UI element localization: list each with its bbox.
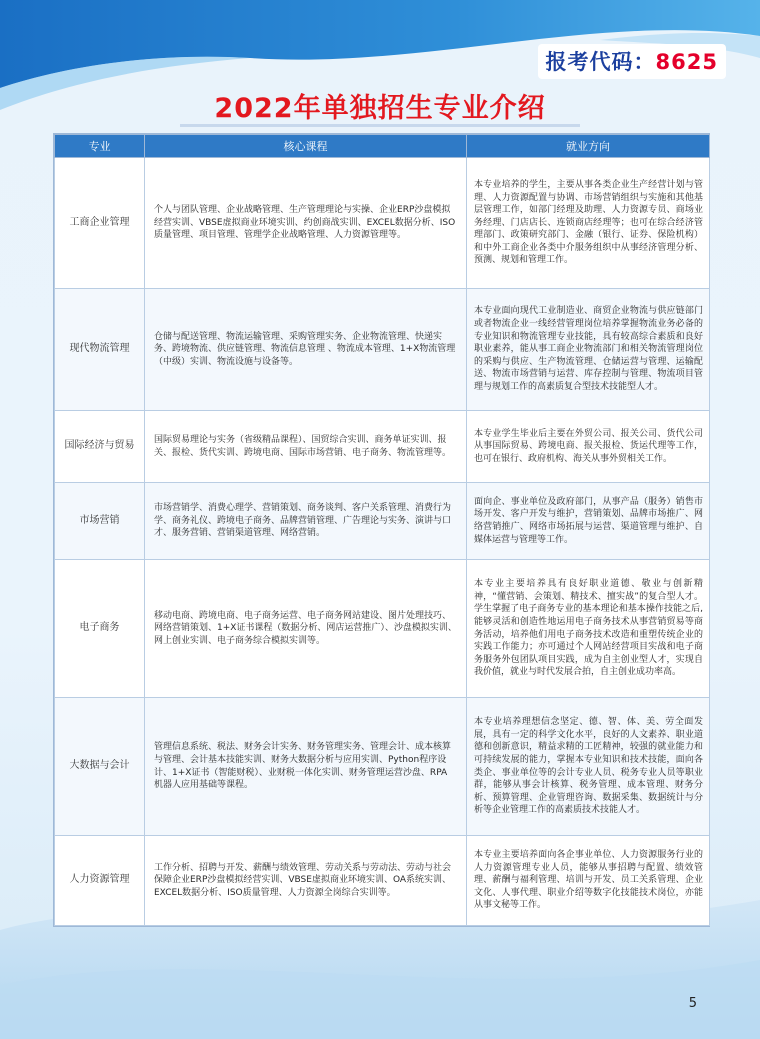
page-title: 2022年单独招生专业介绍 [214, 93, 546, 124]
major-name: 电子商务 [55, 560, 145, 698]
table-row [55, 560, 710, 698]
core-courses: 移动电商、跨境电商、电子商务运营、电子商务网站建设、图片处理技巧、网络营销策划、1+X证书课程（数据分析、网店运营推广）、沙盘模拟实训、网上创业实训、电子商务综合模拟实训等。 [145, 560, 467, 698]
table-row [55, 836, 710, 926]
core-courses: 个人与团队管理、企业战略管理、生产管理理论与实操、企业ERP沙盘模拟经营实训、VBSE虚拟商业环境实训、约创商战实训、EXCEL数据分析、ISO质量管理、项目管理、管理学企业战略管理、人力资源管理等。 [145, 158, 467, 289]
core-courses: 国际贸易理论与实务（省级精品课程）、国贸综合实训、商务单证实训、报关、报检、货代实训、跨境电商、国际市场营销、电子商务、物流管理等。 [145, 411, 467, 483]
career-direction: 本专业培养理想信念坚定、德、智、体、美、劳全面发展，具有一定的科学文化水平，良好的人文素养、职业道德和创新意识，精益求精的工匠精神，较强的就业能力和可持续发展的能力，掌握本专业知识和技术技能，面向各类企、事业单位等的会计专业人员、税务专业人员等职业群，能够从事会计核算、税务管理、成本管理、财务分析、预算管理、企业管理咨询、数据采集、数据统计与分析等企业管理工作的高素质技术技能人才。 [467, 698, 710, 836]
career-direction: 本专业学生毕业后主要在外贸公司、报关公司、货代公司从事国际贸易、跨境电商、报关报检、货运代理等工作，也可在银行、政府机构、海关从事外贸相关工作。 [467, 411, 710, 483]
exam-code-badge [538, 44, 726, 79]
major-name: 现代物流管理 [55, 289, 145, 411]
career-direction: 本专业主要培养面向各企事业单位、人力资源服务行业的人力资源管理专业人员，能够从事招聘与配置、绩效管理、薪酬与福利管理、培训与开发、员工关系管理、企业文化、人事代理、职业介绍等数字化技能技术岗位，亦能从事文秘等工作。 [467, 836, 710, 926]
career-direction: 本专业面向现代工业制造业、商贸企业物流与供应链部门或者物流企业一线经营管理岗位培养掌握物流业务必备的专业知识和物流管理专业技能，具有较高综合素质和良好职业素养，能从事工商企业物流部门和相关物流管理岗位的采购与供应、生产物流管理、仓储运营与管理、运输配送、物流市场营销与运营、库存控制与管理、物流项目管理与规划工作的高素质复合型技术技能型人才。 [467, 289, 710, 411]
core-courses: 仓储与配送管理、物流运输管理、采购管理实务、企业物流管理、快递实务、跨境物流、供应链管理、物流信息管理 、物流成本管理、1+X物流管理（中级）实训、物流设施与设备等。 [145, 289, 467, 411]
career-direction: 面向企、事业单位及政府部门，从事产品（服务）销售市场开发、客户开发与维护，营销策划、品牌市场推广、网络营销推广、网络市场拓展与运营、渠道管理与维护、自媒体运营与管理等工作。 [467, 483, 710, 560]
column-header-career: 就业方向 [467, 135, 710, 158]
career-direction: 本专业主要培养具有良好职业道德、敬业与创新精神，“懂营销、会策划、精技术、擅实战”的复合型人才。学生掌握了电子商务专业的基本理论和基本操作技能之后,能够灵活和创造性地运用电子商务技术从事营销贸易等商务活动，培养他们用电子商务技术改造和重塑传统企业的实践工作能力；亦可通过个人网站经营项目实战和电子商务服务外包团队项目实践，成为自主创业型人才，实现自我价值，就业与时代发展合拍，自主创业成功率高。 [467, 560, 710, 698]
table-header-row [55, 135, 710, 158]
career-direction: 本专业培养的学生，主要从事各类企业生产经营计划与管理、人力资源配置与协调、市场营销组织与实施和其他基层管理工作，如部门经理及助理、人力资源专员、商场业务经理、门店店长、连锁商店经理等；也可在综合经济管理部门、政策研究部门、金融（银行、证券、保险机构）和中外工商企业各类中介服务组织中从事经济管理分析、预测、规划和管理工作。 [467, 158, 710, 289]
table-row [55, 289, 710, 411]
table-row [55, 158, 710, 289]
core-courses: 管理信息系统、税法、财务会计实务、财务管理实务、管理会计、成本核算与管理、会计基本技能实训、财务大数据分析与应用实训、Python程序设计、1+X证书（智能财税）、业财税一体化实训、财务管理运营沙盘、RPA 机器人应用基础等课程。 [145, 698, 467, 836]
major-name: 大数据与会计 [55, 698, 145, 836]
core-courses: 工作分析、招聘与开发、薪酬与绩效管理、劳动关系与劳动法、劳动与社会保障企业ERP沙盘模拟经营实训、VBSE虚拟商业环境实训、OA系统实训、EXCEL数据分析、ISO质量管理、人力资源全岗综合实训等。 [145, 836, 467, 926]
majors-table [53, 133, 710, 927]
major-name: 国际经济与贸易 [55, 411, 145, 483]
core-courses: 市场营销学、消费心理学、营销策划、商务谈判、客户关系管理、消费行为学、商务礼仪、跨境电子商务、品牌营销管理、广告理论与实务、演讲与口才、服务营销、营销渠道管理、网络营销。 [145, 483, 467, 560]
table-row [55, 483, 710, 560]
title-underline [180, 124, 580, 127]
exam-code-value: 8625 [655, 50, 718, 74]
column-header-courses: 核心课程 [145, 135, 467, 158]
page-number: 5 [688, 996, 697, 1011]
major-name: 市场营销 [55, 483, 145, 560]
table-row [55, 411, 710, 483]
major-name: 工商企业管理 [55, 158, 145, 289]
table-row [55, 698, 710, 836]
column-header-major: 专业 [55, 135, 145, 158]
major-name: 人力资源管理 [55, 836, 145, 926]
exam-code-label: 报考代码： [545, 50, 656, 74]
